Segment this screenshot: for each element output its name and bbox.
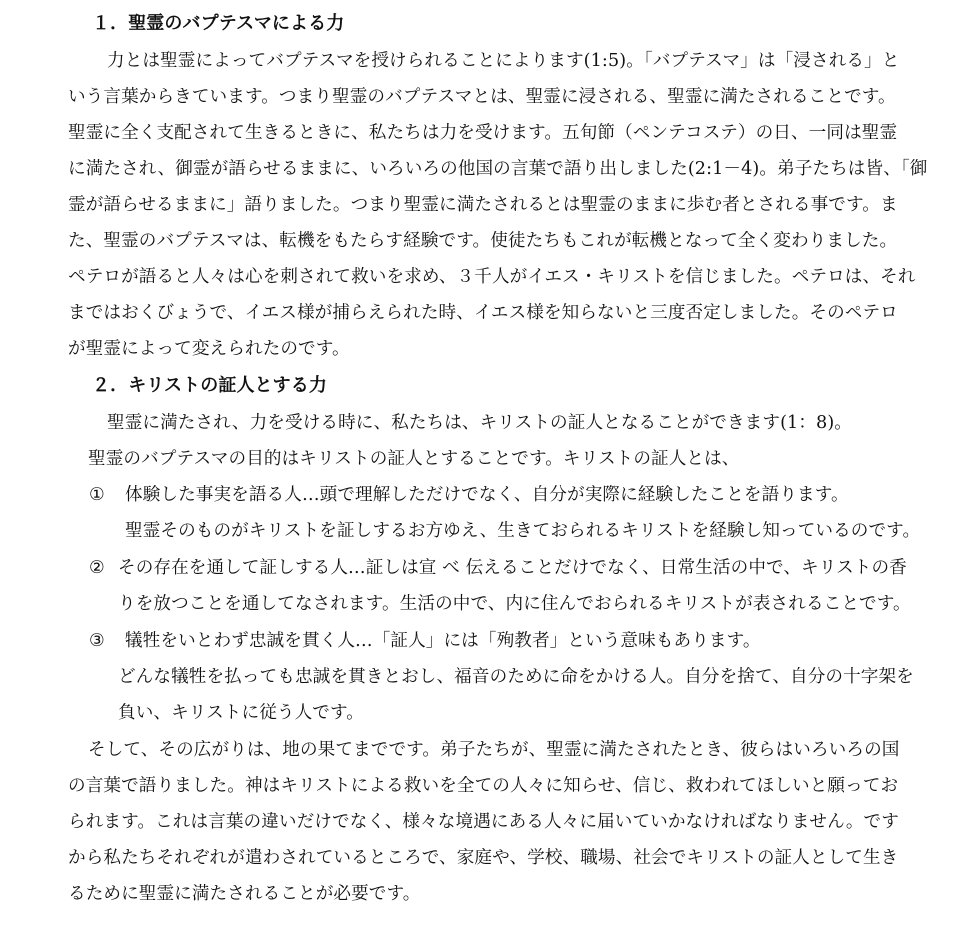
closing-paragraph-line: の言葉で語りました。神はキリストによる救いを全ての人々に知らせ、信じ、救われてほしいと願ってお	[68, 776, 899, 796]
section-1-paragraph-line: 聖霊に全く支配されて生きるときに、私たちは力を受けます。五旬節（ペンテコステ）の日、一同は聖霊	[68, 123, 898, 143]
section-1-paragraph-line: いう言葉からきています。つまり聖霊のバプテスマとは、聖霊に浸される、聖霊に満たされることです。	[68, 87, 896, 107]
section-1-paragraph-line: が聖霊によって変えられたのです。	[68, 339, 350, 359]
section-2-heading: ２．キリストの証人とする力	[92, 375, 327, 396]
list-marker-2: ②	[89, 558, 105, 578]
list-item-3-line: どんな犠牲を払っても忠誠を貫きとおし、福音のために命をかける人。自分を捨て、自分の十字架を	[118, 667, 914, 687]
closing-paragraph-line: から私たちそれぞれが遣わされているところで、家庭や、学校、職場、社会でキリストの証人として生き	[68, 848, 899, 868]
list-marker-3: ③	[89, 631, 105, 651]
section-1-paragraph-line: 力とは聖霊によってバプテスマを授けられることによります(1:5)。「バプテスマ」は「浸される」と	[107, 51, 900, 71]
section-1-paragraph-line: に満たされ、御霊が語らせるままに、いろいろの他国の言葉で語り出しました(2:1－4)。弟子たちは皆、「御	[68, 159, 928, 179]
list-item-3-line: 負い、キリストに従う人です。	[118, 703, 364, 723]
list-item-3-line: 犠牲をいとわず忠誠を貫く人…「証人」には「殉教者」という意味もあります。	[125, 631, 761, 651]
list-item-2-line: りを放つことを通してなされます。生活の中で、内に住んでおられるキリストが表されることです。	[118, 594, 911, 614]
section-1-paragraph-line: た、聖霊のバプテスマは、転機をもたらす経験です。使徒たちもこれが転機となって全く変わりました。	[68, 231, 898, 251]
section-1-paragraph-line: まではおくびょうで、イエス様が捕らえられた時、イエス様を知らないと三度否定しました。そのペテロ	[68, 303, 898, 323]
section-1-heading: １．聖霊のバプテスマによる力	[92, 13, 345, 34]
section-1-paragraph-line: ペテロが語ると人々は心を刺されて救いを求め、３千人がイエス・キリストを信じました。ペテロは、それ	[68, 267, 916, 287]
closing-paragraph-line: られます。これは言葉の違いだけでなく、様々な境遇にある人々に届いていかなければなりません。です	[68, 812, 899, 832]
closing-paragraph-line: そして、その広がりは、地の果てまでです。弟子たちが、聖霊に満たされたとき、彼らはいろいろの国	[88, 740, 900, 760]
list-item-1-line: 聖霊そのものがキリストを証しするお方ゆえ、生きておられるキリストを経験し知っているのです。	[125, 521, 921, 541]
closing-paragraph-line: るために聖霊に満たされることが必要です。	[68, 884, 421, 904]
section-1-paragraph-line: 霊が語らせるままに」語りました。つまり聖霊に満たされるとは聖霊のままに歩む者とされる事です。ま	[68, 195, 898, 215]
list-marker-1: ①	[89, 485, 105, 505]
list-item-1-line: 体験した事実を語る人…頭で理解しただけでなく、自分が実際に経験したことを語ります。	[125, 485, 849, 505]
section-2-intro-line: 聖霊に満たされ、力を受ける時に、私たちは、キリストの証人となることができます(1：8)。	[107, 413, 852, 433]
list-item-2-line: その存在を通して証しする人…証しは宣 べ 伝えることだけでなく、日常生活の中で、キリストの香	[118, 558, 907, 578]
section-2-intro-line: 聖霊のバプテスマの目的はキリストの証人とすることです。キリストの証人とは、	[88, 449, 740, 469]
